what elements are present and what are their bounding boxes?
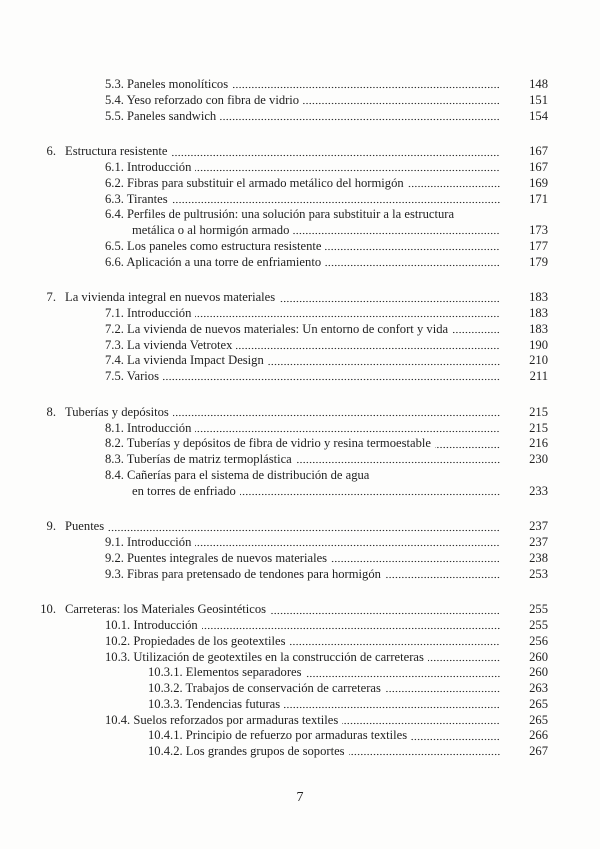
dot-leader	[296, 461, 500, 465]
entry-title: 5.5. Paneles sandwich	[105, 108, 217, 123]
dot-leader	[284, 706, 500, 710]
dot-leader	[268, 362, 500, 366]
page-ref: 230	[529, 452, 548, 466]
entry-title: 8.4. Cañerías para el sistema de distribución de agua	[105, 467, 370, 482]
page-number: 7	[296, 790, 304, 805]
entry-title: 10.4.1. Principio de refuerzo por armaduras textiles	[148, 728, 408, 743]
dot-leader	[240, 492, 500, 496]
page-ref: 255	[529, 618, 548, 632]
toc-entry	[0, 223, 548, 239]
toc-section	[0, 144, 600, 270]
table-of-contents	[0, 77, 600, 780]
dot-leader	[195, 169, 500, 173]
entry-title: 10.4. Suelos reforzados por armaduras textiles	[105, 712, 339, 727]
toc-entry	[0, 468, 548, 484]
toc-entry	[0, 484, 548, 500]
entry-title: Estructura resistente	[65, 144, 168, 159]
toc-entry	[0, 239, 548, 255]
page-ref: 265	[529, 696, 548, 711]
dot-leader	[232, 86, 500, 90]
entry-title: 6.3. Tirantes	[105, 191, 168, 206]
dot-leader	[202, 627, 500, 631]
dot-leader	[325, 263, 500, 267]
toc-chapter-entry	[0, 290, 548, 306]
chapter-number: 8.	[46, 404, 56, 419]
entry-title: 5.3. Paneles monolíticos	[105, 77, 229, 91]
dot-leader	[270, 611, 500, 615]
toc-entry	[0, 255, 548, 271]
toc-entry	[0, 207, 548, 223]
page-ref: 173	[529, 223, 548, 237]
toc-entry	[0, 713, 548, 729]
dot-leader	[452, 331, 500, 335]
entry-title: 8.3. Tuberías de matriz termoplástica	[105, 452, 292, 466]
chapter-number: 6.	[46, 144, 56, 159]
page-ref: 266	[529, 728, 548, 743]
entry-title: 7.4. La vivienda Impact Design	[105, 353, 264, 368]
page-ref: 255	[529, 602, 548, 617]
entry-title: 6.5. Los paneles como estructura resistente	[105, 238, 322, 253]
entry-title: 10.2. Propiedades de los geotextiles	[105, 633, 286, 648]
page-ref: 256	[529, 633, 548, 648]
entry-title: 5.4. Yeso reforzado con fibra de vidrio	[105, 92, 300, 107]
dot-leader	[331, 560, 500, 564]
chapter-number: 7.	[46, 290, 56, 305]
toc-entry	[0, 421, 548, 437]
toc-entry	[0, 567, 548, 583]
toc-entry	[0, 634, 548, 650]
entry-title: en torres de enfriado	[132, 483, 236, 498]
entry-title: 10.3.1. Elementos separadores	[148, 665, 302, 680]
page-ref: 148	[529, 77, 548, 91]
entry-title: Tuberías y depósitos	[65, 404, 169, 419]
toc-section	[0, 77, 600, 124]
dot-leader	[411, 737, 500, 741]
toc-entry	[0, 160, 548, 176]
entry-title: 7.5. Varios	[105, 369, 159, 383]
page-ref: 211	[529, 369, 548, 383]
dot-leader	[195, 429, 500, 433]
page-ref: 260	[529, 665, 548, 680]
entry-title: 7.1. Introducción	[105, 306, 192, 320]
toc-entry	[0, 176, 548, 192]
toc-section	[0, 405, 600, 500]
dot-leader	[349, 753, 500, 757]
entry-title: 6.2. Fibras para substituir el armado metálico del hormigón	[105, 175, 404, 190]
toc-entry	[0, 551, 548, 567]
page-ref: 183	[529, 290, 548, 305]
page-ref: 210	[529, 353, 548, 368]
entry-title: 9.2. Puentes integrales de nuevos materiales	[105, 550, 328, 565]
entry-title: 6.1. Introducción	[105, 160, 192, 174]
entry-title: 7.3. La vivienda Vetrotex	[105, 337, 233, 352]
toc-section	[0, 519, 600, 582]
page-ref: 216	[529, 436, 548, 451]
dot-leader	[195, 315, 500, 319]
toc-entry	[0, 338, 548, 354]
page-ref: 167	[529, 160, 548, 174]
dot-leader	[172, 200, 500, 204]
entry-title: 9.1. Introducción	[105, 535, 192, 549]
page-ref: 237	[529, 519, 548, 534]
toc-entry	[0, 452, 548, 468]
dot-leader	[435, 445, 500, 449]
page-ref: 167	[529, 144, 548, 159]
toc-chapter-entry	[0, 602, 548, 618]
entry-title: 10.4.2. Los grandes grupos de soportes	[148, 744, 345, 758]
toc-section	[0, 602, 600, 760]
toc-entry	[0, 322, 548, 338]
page-ref: 151	[529, 92, 548, 107]
chapter-number: 10.	[40, 602, 56, 617]
dot-leader	[385, 690, 500, 694]
chapter-number: 9.	[46, 519, 56, 534]
dot-leader	[303, 102, 500, 106]
entry-title: 8.1. Introducción	[105, 420, 192, 435]
entry-title: 10.1. Introducción	[105, 618, 198, 632]
dot-leader	[108, 528, 500, 532]
entry-title: 9.3. Fibras para pretensado de tendones para hormigón	[105, 566, 381, 581]
dot-leader	[342, 721, 500, 725]
page-ref: 267	[529, 744, 548, 758]
dot-leader	[408, 185, 500, 189]
entry-title: 10.3.2. Trabajos de conservación de carreteras	[148, 681, 381, 695]
entry-title: Puentes	[65, 519, 105, 534]
entry-title: 6.4. Perfiles de pultrusión: una solución para substituir a la estructura	[105, 207, 455, 222]
page-ref: 183	[529, 321, 548, 336]
dot-leader	[325, 248, 500, 252]
dot-leader	[293, 232, 500, 236]
entry-title: 7.2. La vivienda de nuevos materiales: Un entorno de confort y vida	[105, 321, 449, 336]
page-ref: 171	[529, 191, 548, 206]
entry-title: 8.2. Tuberías y depósitos de fibra de vidrio y resina termoestable	[105, 436, 431, 451]
toc-entry	[0, 618, 548, 634]
entry-title: La vivienda integral en nuevos materiales	[65, 290, 276, 305]
page-ref: 177	[529, 238, 548, 253]
page-ref: 190	[529, 337, 548, 352]
toc-entry	[0, 535, 548, 551]
dot-leader	[173, 414, 500, 418]
dot-leader	[428, 658, 500, 662]
toc-chapter-entry	[0, 405, 548, 421]
dot-leader	[306, 674, 500, 678]
page-ref: 179	[529, 254, 548, 269]
toc-entry	[0, 650, 548, 666]
page-ref: 265	[529, 712, 548, 727]
page-ref: 154	[529, 108, 548, 123]
dot-leader	[220, 117, 500, 121]
toc-entry	[0, 306, 548, 322]
entry-title: 10.3.3. Tendencias futuras	[148, 696, 281, 711]
toc-entry	[0, 436, 548, 452]
toc-entry	[0, 77, 548, 93]
dot-leader	[236, 346, 500, 350]
toc-entry	[0, 369, 548, 385]
toc-section	[0, 290, 600, 385]
toc-entry	[0, 109, 548, 125]
dot-leader	[195, 544, 500, 548]
page-ref: 263	[529, 681, 548, 695]
page-ref: 169	[529, 175, 548, 190]
page-ref: 253	[529, 566, 548, 581]
toc-entry	[0, 697, 548, 713]
entry-title: metálica o al hormigón armado	[132, 223, 290, 237]
page-ref: 237	[529, 535, 548, 549]
page-ref: 238	[529, 550, 548, 565]
page-ref: 233	[529, 483, 548, 498]
dot-leader	[171, 153, 500, 157]
page-ref: 183	[529, 306, 548, 320]
toc-entry	[0, 681, 548, 697]
toc-entry	[0, 728, 548, 744]
toc-entry	[0, 744, 548, 760]
page-ref: 260	[529, 649, 548, 664]
dot-leader	[289, 643, 500, 647]
entry-title: 6.6. Aplicación a una torre de enfriamiento	[105, 254, 322, 269]
page-ref: 215	[529, 420, 548, 435]
toc-chapter-entry	[0, 519, 548, 535]
toc-entry	[0, 665, 548, 681]
toc-chapter-entry	[0, 144, 548, 160]
dot-leader	[279, 299, 500, 303]
page-ref: 215	[529, 404, 548, 419]
dot-leader	[385, 575, 500, 579]
dot-leader	[163, 378, 500, 382]
toc-entry	[0, 192, 548, 208]
toc-entry	[0, 93, 548, 109]
entry-title: Carreteras: los Materiales Geosintéticos	[65, 602, 267, 617]
toc-entry	[0, 353, 548, 369]
entry-title: 10.3. Utilización de geotextiles en la construcción de carreteras	[105, 649, 424, 664]
